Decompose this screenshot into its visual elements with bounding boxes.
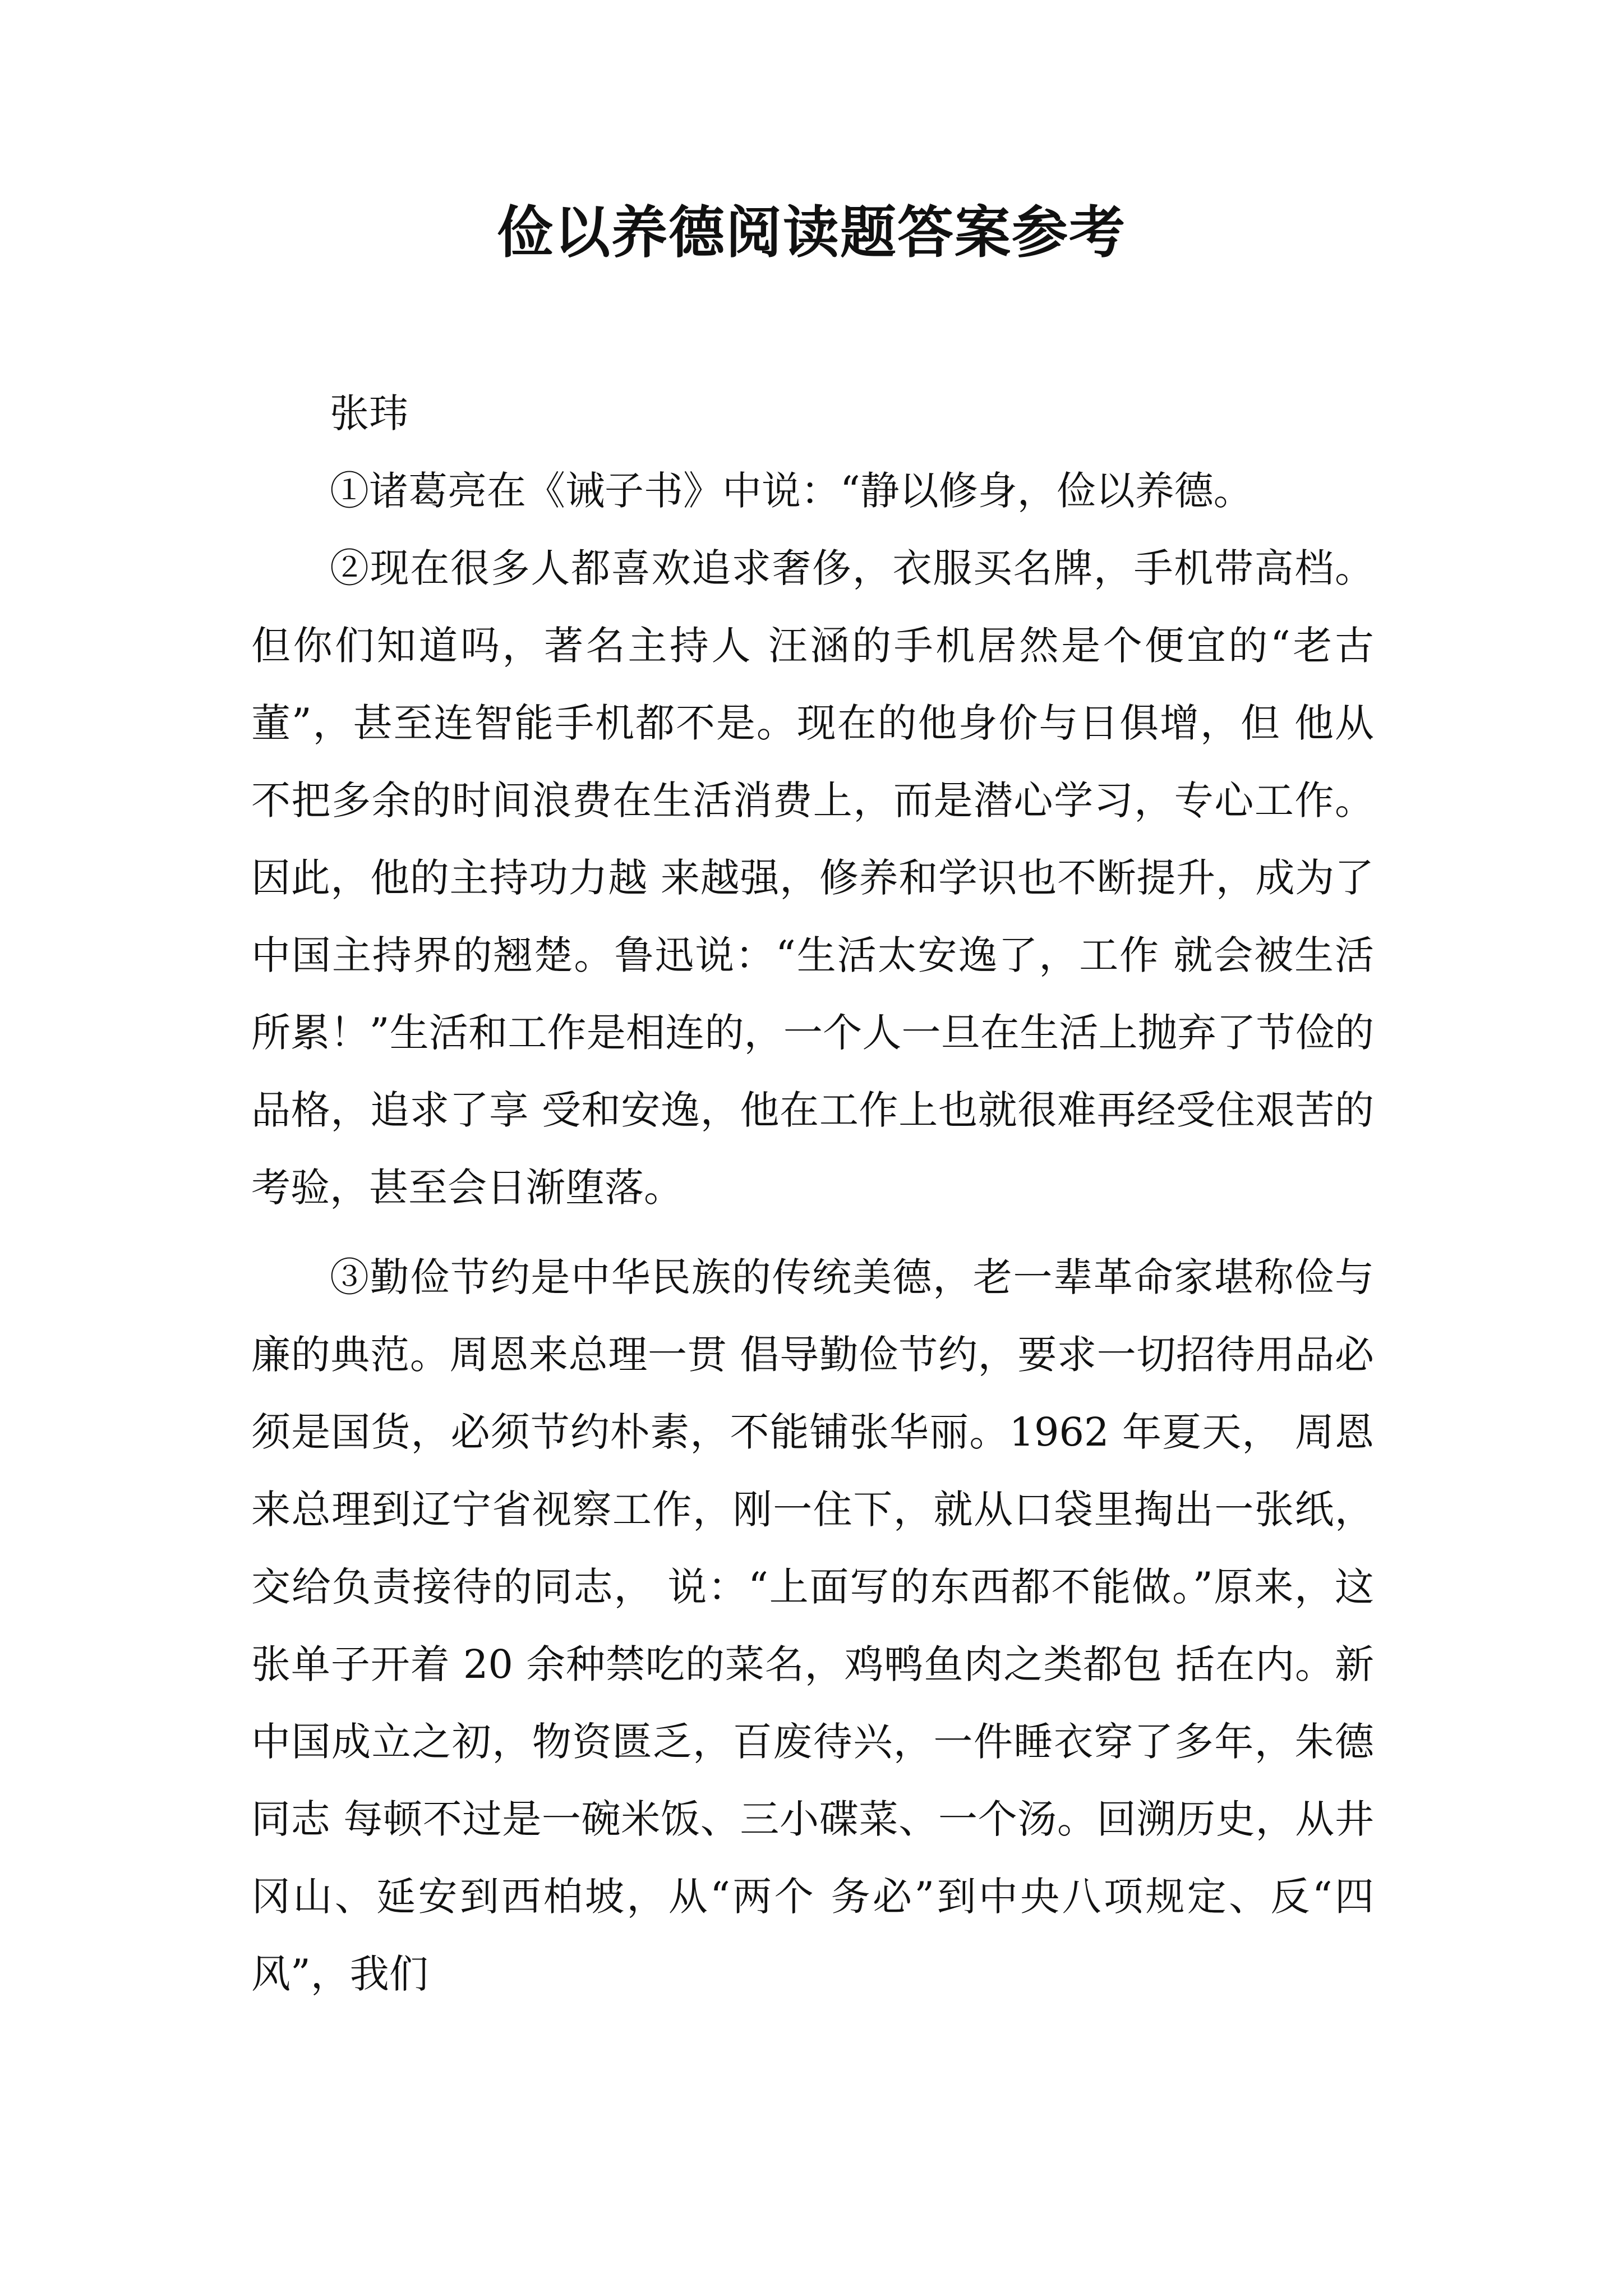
author-name: 张玮 xyxy=(330,390,408,436)
paragraph-3: ③勤俭节约是中华民族的传统美德，老一辈革命家堪称俭与廉的典范。周恩来总理一贯 倡导勤俭节约，要求一切招待用品必须是国货，必须节约朴素，不能铺张华丽。1962 年夏天， 周恩来总理到辽宁省视察工作，刚一住下，就从口袋里掏出一张纸，交给负责接待的同志， 说：“上面写的东西都不能做。”原来，这张单子开着 20 余种禁吃的菜名，鸡鸭鱼肉之类都包 括在内。新中国成立之初，物资匮乏，百废待兴，一件睡衣穿了多年，朱德同志 每顿不过是一碗米饭、三小碟菜、一个汤。回溯历史，从井冈山、延安到西柏坡，从“两个 务必”到中央八项规定、反“四风”，我们 xyxy=(251,1254,1374,1997)
paragraph-2: ②现在很多人都喜欢追求奢侈，衣服买名牌，手机带高档。但你们知道吗，著名主持人 汪涵的手机居然是个便宜的“老古董”，甚至连智能手机都不是。现在的他身价与日俱增，但 他从不把多余的时间浪费在生活消费上，而是潜心学习，专心工作。因此，他的主持功力越 来越强，修养和学识也不断提升，成为了中国主持界的翘楚。鲁迅说：“生活太安逸了，工作 就会被生活所累！”生活和工作是相连的，一个人一旦在生活上抛弃了节俭的品格，追求了享 受和安逸，他在工作上也就很难再经受住艰苦的考验，甚至会日渐堕落。 xyxy=(251,545,1374,1211)
paragraph-1: ①诸葛亮在《诫子书》中说：“静以修身，俭以养德。 xyxy=(330,468,1253,514)
document-title: 俭以养德阅读题答案参考 xyxy=(497,200,1126,265)
document-body xyxy=(251,375,1374,2013)
